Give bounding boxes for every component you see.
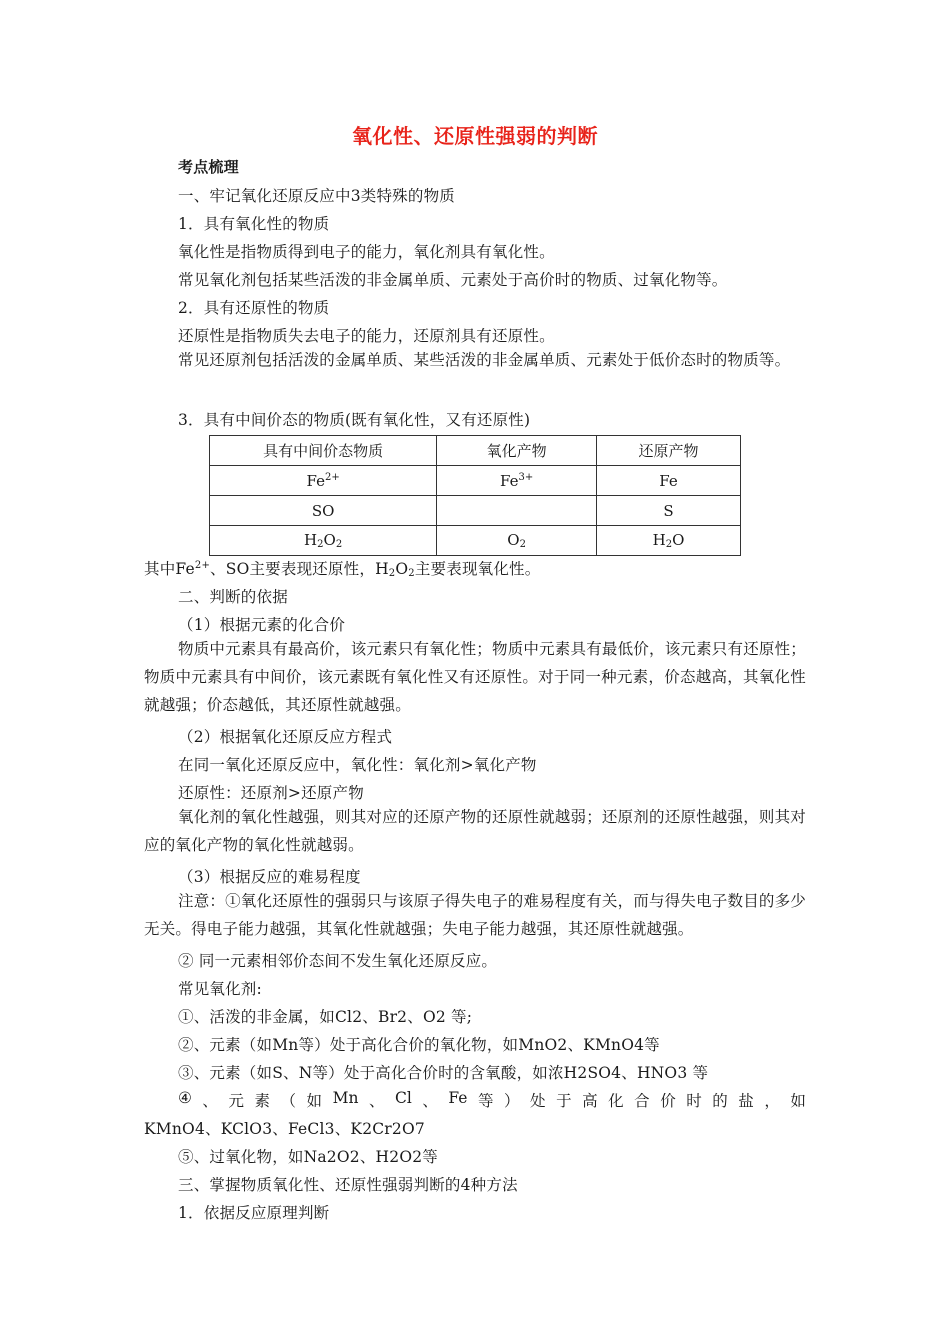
table-note: 其中$Fe^{2+}$、SO主要表现还原性，$H_2O_2$主要表现氧化性。 — [144, 560, 541, 579]
text-line: 还原性是指物质失去电子的能力，还原剂具有还原性。 — [178, 327, 555, 345]
list-item: ⑤、过氧化物，如Na2O2、H2O2等 — [178, 1148, 438, 1166]
table-header: 还原产物 — [597, 436, 741, 466]
text-line: 常见氧化剂包括某些活泼的非金属单质、元素处于高价时的物质、过氧化物等。 — [178, 271, 728, 289]
subheading-oxidizing: 1．具有氧化性的物质 — [178, 215, 330, 233]
heading-one: 一、牢记氧化还原反应中3类特殊的物质 — [178, 187, 455, 205]
paragraph: 注意：①氧化还原性的强弱只与该原子得失电子的难易程度有关，而与得失电子数目的多少无关。得电子能力越强，其氧化性就越强；失电子能力越强，其还原性就越强。 — [144, 892, 807, 938]
subheading-reducing: 2．具有还原性的物质 — [178, 299, 330, 317]
table-row — [210, 496, 741, 526]
page-title: 氧化性、还原性强弱的判断 — [352, 124, 598, 148]
table-header-row — [210, 436, 741, 466]
table-cell: $O_2$ — [437, 526, 597, 556]
table-cell: $H_2O_2$ — [210, 526, 437, 556]
section-heading: 考点梳理 — [178, 158, 239, 176]
table-header: 氧化产物 — [437, 436, 597, 466]
table-header: 具有中间价态物质 — [210, 436, 437, 466]
text-line: ② 同一元素相邻价态间不发生氧化还原反应。 — [178, 952, 498, 970]
list-item: ②、元素（如Mn等）处于高化合价的氧化物，如MnO2、KMnO4等 — [178, 1036, 660, 1054]
subheading: 1．依据反应原理判断 — [178, 1204, 330, 1222]
text-line: 还原性：还原剂>还原产物 — [178, 784, 364, 802]
list-item: ③、元素（如S、N等）处于高化合价时的含氧酸，如浓H2SO4、HNO3 等 — [178, 1064, 709, 1082]
subheading-intermediate: 3．具有中间价态的物质(既有氧化性，又有还原性) — [178, 411, 531, 429]
text-line: 在同一氧化还原反应中，氧化性：氧化剂>氧化产物 — [178, 756, 537, 774]
valence-table — [209, 435, 741, 556]
table-row — [210, 466, 741, 496]
table-cell: $Fe^{2+}$ — [210, 466, 437, 496]
list-item: ①、活泼的非金属，如Cl2、Br2、O2 等; — [178, 1008, 473, 1026]
paragraph: 氧化剂的氧化性越强，则其对应的还原产物的还原性就越弱；还原剂的还原性越强，则其对应的氧化产物的氧化性就越弱。 — [144, 808, 807, 854]
list-item-continued: KMnO4、KClO3、FeCl3、K2Cr2O7 — [144, 1120, 425, 1138]
heading-three: 三、掌握物质氧化性、还原性强弱判断的4种方法 — [178, 1176, 518, 1194]
paragraph: 物质中元素具有最高价，该元素只有氧化性；物质中元素具有最低价，该元素只有还原性；物质中元素具有中间价，该元素既有氧化性又有还原性。对于同一种元素，价态越高，其氧化性就越强；价态越低，其还原性就越强。 — [144, 640, 807, 714]
subheading: （2）根据氧化还原反应方程式 — [178, 728, 393, 746]
table-cell: SO — [210, 496, 437, 526]
heading-two: 二、判断的依据 — [178, 588, 288, 606]
table-cell: $H_2O$ — [597, 526, 741, 556]
table-cell: Fe — [597, 466, 741, 496]
table-cell: $Fe^{3+}$ — [437, 466, 597, 496]
table-row — [210, 526, 741, 556]
table-cell: S — [597, 496, 741, 526]
list-item-spread: ④ 、 元 素 （ 如 Mn 、 Cl 、 Fe 等 ） 处 于 高 化 合 价 时 的 盐 ， 如 — [178, 1089, 806, 1110]
subheading: （1）根据元素的化合价 — [178, 616, 346, 634]
table-cell — [437, 496, 597, 526]
text-line: 常见氧化剂: — [178, 980, 262, 998]
paragraph: 常见还原剂包括活泼的金属单质、某些活泼的非金属单质、元素处于低价态时的物质等。 — [178, 351, 791, 369]
subheading: （3）根据反应的难易程度 — [178, 868, 361, 886]
text-line: 氧化性是指物质得到电子的能力，氧化剂具有氧化性。 — [178, 243, 555, 261]
